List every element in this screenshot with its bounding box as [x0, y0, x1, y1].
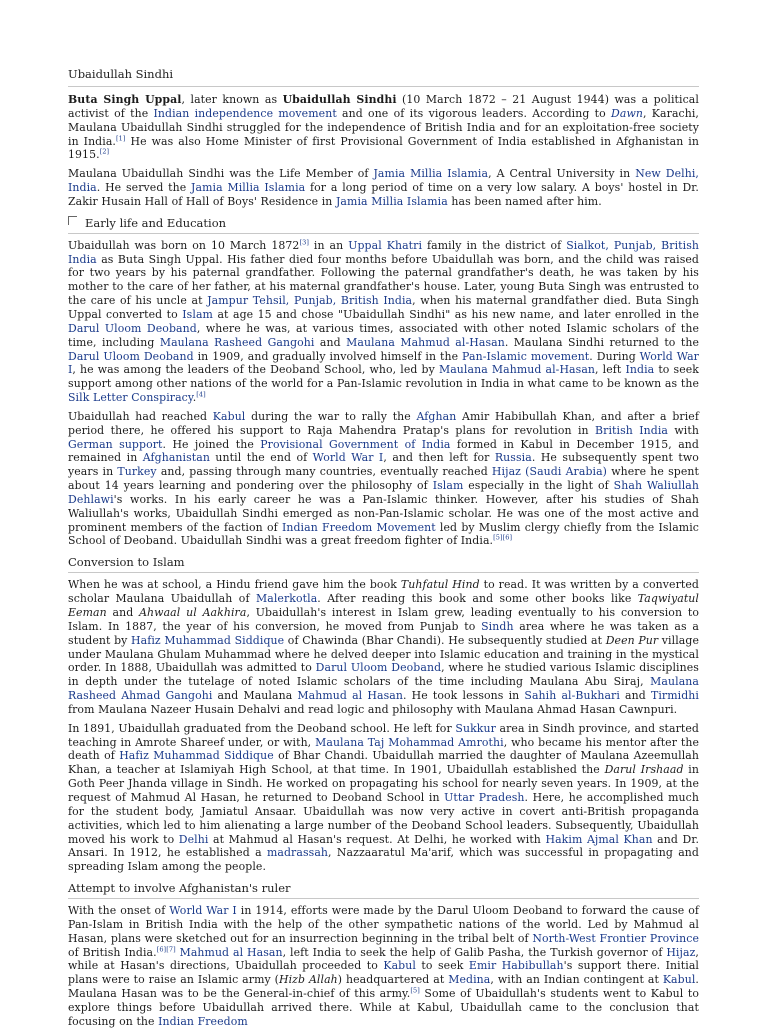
wiki-link[interactable]: Afghan	[416, 409, 457, 423]
wiki-link[interactable]: Jamia Millia Islamia	[373, 167, 489, 181]
wiki-link[interactable]: Islam	[432, 479, 464, 493]
text-run: , where he was, at various times, associated with other noted Islamic scholars of the time, including	[68, 321, 699, 349]
section-conversion	[68, 578, 699, 874]
checkbox-icon[interactable]	[68, 216, 77, 225]
wiki-link[interactable]: Kabul	[662, 973, 696, 987]
wiki-link[interactable]: Sialkot, Punjab, British India	[68, 238, 700, 266]
wiki-link[interactable]: India	[625, 363, 655, 377]
reference-link[interactable]: [2]	[99, 147, 110, 156]
text-run: and, passing through many countries, eventually reached	[156, 465, 492, 479]
wiki-link[interactable]: Jamia Millia Islamia	[191, 181, 306, 195]
text-run: led by Muslim clergy chiefly from the Islamic School of Deoband. Ubaidullah Sindhi was a great freedom fighter of India.	[68, 520, 699, 548]
wiki-link[interactable]: Mahmud al Hasan	[297, 689, 403, 703]
wiki-link[interactable]: Dawn	[611, 106, 644, 120]
wiki-link[interactable]: Emir Habibullah	[468, 959, 564, 973]
wiki-link[interactable]: New Delhi, India	[68, 167, 699, 195]
wiki-link[interactable]: Hafiz Muhammad Siddique	[131, 633, 285, 647]
reference-link[interactable]: [6][7]	[156, 944, 176, 953]
text-run: and Dr. Ansari. In 1912, he established a	[68, 832, 700, 860]
wiki-link[interactable]: Indian Freedom Movement	[281, 520, 436, 534]
text-run: , later known as	[181, 93, 283, 106]
text-run: area where he was taken as a student by	[68, 619, 699, 647]
text-run: until the end of	[210, 451, 313, 465]
text-run: . During	[589, 349, 640, 363]
text-run: as Buta Singh Uppal. His father died four months before Ubaidullah was born, and the child was raised for two years by his paternal grandfather. Following the paternal grandfather's death, he was taken by his mother to the care of her father, at his maternal grandfather's house. Later, young Buta Singh was entrusted to the care of his uncle at	[68, 252, 699, 308]
wiki-link[interactable]: Turkey	[117, 465, 157, 479]
text-run: , who became his mentor after the death of	[68, 735, 699, 763]
bold-text: Buta Singh Uppal	[68, 93, 182, 106]
wiki-link[interactable]: Darul Uloom Deoband	[315, 661, 442, 675]
wiki-link[interactable]: Malerkotla	[256, 592, 318, 606]
italic-text: Ahwaal ul Aakhira	[139, 606, 247, 619]
paragraph	[68, 239, 699, 405]
text-run: In 1891, Ubaidullah graduated from the Deoband school. He left for	[68, 721, 456, 735]
text-run: 's works. In his early career he was a Pan-Islamic thinker. However, after his studies of Shah Waliullah's works, Ubaidullah Sindhi emerged as non-Pan-Islamic scholar. He was one of the most active and prominent members of the faction of	[68, 492, 699, 534]
wiki-link[interactable]: World War I	[312, 451, 384, 465]
text-run: , where he studied various Islamic disciplines in depth under the tutelage of noted Islamic scholars of the time including Maulana Abu Siraj,	[68, 661, 699, 689]
text-run: When he was at school, a Hindu friend gave him the book	[68, 578, 401, 592]
text-run: and	[314, 335, 347, 349]
wiki-link[interactable]: Jampur Tehsil, Punjab, British India	[207, 294, 413, 308]
text-run: has been named after him.	[447, 194, 602, 208]
italic-text: Darul Irshaad	[604, 763, 684, 777]
wiki-link[interactable]: Shah Waliullah Dehlawi	[68, 479, 700, 506]
text-run: with	[668, 423, 699, 437]
wiki-link[interactable]: Provisional Government of India	[260, 437, 451, 451]
reference-link[interactable]: [3]	[299, 238, 309, 247]
text-run: Maulana Ubaidullah Sindhi was the Life Member of	[68, 167, 374, 181]
wiki-link[interactable]: Kabul	[212, 409, 246, 423]
section-heading-conversion: Conversion to Islam	[68, 554, 699, 573]
text-run: of British India.	[68, 945, 157, 959]
wiki-link[interactable]: Maulana Rasheed Gangohi	[159, 335, 315, 349]
article	[68, 66, 699, 1034]
wiki-link[interactable]: Silk Letter Conspiracy	[68, 391, 193, 405]
wiki-link[interactable]: Mahmud al Hasan	[179, 945, 283, 959]
text-run: , left	[595, 363, 626, 377]
wiki-link[interactable]: Pan-Islamic movement	[462, 349, 590, 363]
wiki-link[interactable]: World War I	[169, 904, 237, 918]
section-intro	[68, 93, 699, 209]
paragraph	[68, 167, 699, 209]
wiki-link[interactable]: Russia	[494, 451, 532, 465]
wiki-link[interactable]: Tirmidhi	[650, 689, 699, 703]
wiki-link[interactable]: Islam	[182, 307, 213, 321]
wiki-link[interactable]: Maulana Mahmud al-Hasan	[346, 335, 505, 349]
text-run: to read. It was written by a converted scholar Maulana Ubaidullah of	[68, 578, 699, 606]
text-run: to seek support among other nations of the world for a Pan-Islamic revolution in India in what came to be known as the	[68, 363, 699, 391]
wiki-link[interactable]: Darul Uloom Deoband	[68, 349, 194, 363]
reference-link[interactable]: [4]	[196, 390, 206, 399]
text-run: . He served the	[96, 181, 192, 195]
reference-link[interactable]: [1]	[116, 133, 126, 142]
paragraph	[68, 578, 699, 716]
text-run: at Mahmud al Hasan's request. At Delhi, he worked with	[208, 832, 546, 846]
text-run: village under Maulana Ghulam Muhammad where he delved deeper into Islamic education and training in the mystical order. In 1888, Ubaidullah was admitted to	[68, 633, 700, 675]
paragraph	[68, 410, 699, 548]
text-run: during the war to rally the	[245, 409, 417, 423]
text-run: in an	[308, 238, 349, 252]
text-run: Ubaidullah was born on 10 March 1872	[68, 238, 300, 252]
text-run: Amir Habibullah Khan, and after a brief period there, he offered his support to Raja Mahendra Pratap's plans for revolution in	[68, 409, 699, 437]
wiki-link[interactable]: Uttar Pradesh	[444, 790, 525, 804]
text-run: , left India to seek the help of Galib Pasha, the Turkish governor of	[282, 945, 667, 959]
text-run: , Ubaidullah's interest in Islam grew, leading eventually to his conversion to Islam. In 1887, the year of his conversion, he moved from Punjab to	[68, 606, 699, 633]
text-run: He was also Home Minister of first Provisional Government of India established in Afghanistan in 1915.	[68, 134, 699, 162]
text-run: where he spent about 14 years learning and pondering over the philosophy of	[68, 465, 699, 493]
paragraph	[68, 93, 699, 162]
text-run: in 1914, efforts were made by the Darul Uloom Deoband to forward the cause of Pan-Islam in British India with the help of the other sympathetic nations of the world. Led by Mahmud al Hasan, plans were sketched out for an insurrection beginning in the tribal belt of	[68, 904, 699, 945]
wiki-link[interactable]: Uppal Khatri	[348, 238, 423, 252]
wiki-link[interactable]: Delhi	[178, 832, 209, 846]
italic-text: Taqwiyatul Eeman	[68, 592, 699, 619]
wiki-link[interactable]: North-West Frontier Province	[532, 931, 699, 945]
text-run: (10 March 1872 – 21 August 1944) was a political activist of the	[68, 93, 699, 120]
text-run: . Maulana Hasan was to be the General-in-chief of this army.	[68, 973, 699, 1001]
paragraph	[68, 904, 699, 1029]
wiki-link[interactable]: Hijaz (Saudi Arabia)	[491, 465, 608, 479]
wiki-link[interactable]: Indian independence movement	[153, 106, 337, 120]
text-run: . He joined the	[162, 437, 261, 451]
text-run: and	[106, 606, 140, 619]
text-run: to seek	[415, 959, 469, 973]
text-run: , Karachi, Maulana Ubaidullah Sindhi struggled for the independence of British India and for an exploitation-free society in India.	[68, 106, 699, 148]
text-run: , with an Indian contingent at	[490, 973, 663, 987]
section-heading-early-life	[68, 215, 699, 234]
paragraph	[68, 722, 699, 874]
text-run: area in Sindh province, and started teaching in Amrote Shareef under, or with,	[68, 721, 699, 749]
text-run: family in the district of	[422, 238, 567, 252]
wiki-link[interactable]: Sukkur	[455, 721, 496, 735]
wiki-link[interactable]: British India	[595, 423, 669, 437]
text-run: from Maulana Nazeer Husain Dehalvi and read logic and philosophy with Maulana Ahmad Hasan Cawnpuri.	[68, 702, 678, 716]
text-run: With the onset of	[68, 904, 170, 918]
text-run: formed in Kabul in December 1915, and remained in	[68, 437, 699, 465]
italic-text: Deen Pur	[605, 633, 659, 647]
text-run: of Bhar Chandi. Ubaidullah married the daughter of Maulana Azeemullah Khan, a teacher at Islamiyah High School, at that time. In 1901, Ubaidullah established the	[68, 749, 699, 777]
wiki-link[interactable]: Kabul	[383, 959, 416, 973]
text-run: . Here, he accomplished much for the student body, Jamiatul Ansaar. Ubaidullah was now very active in covert anti-British propaganda activities, which led to him alienating a large number of the Deoband School leaders. Subsequently, Ubaidullah moved his work to	[68, 790, 699, 846]
text-run: 's support there. Initial plans were to raise an Islamic army (	[68, 959, 699, 987]
text-run: , A Central University in	[488, 167, 636, 181]
text-run: in Goth Peer Jhanda village in Sindh. He worked on propagating his school for nearly seven years. In 1909, at the request of Mahmud Al Hasan, he returned to Deoband School in	[68, 763, 700, 804]
text-run: . He subsequently spent two years in	[68, 451, 699, 479]
bold-text: Ubaidullah Sindhi	[282, 93, 397, 106]
text-run: . After reading this book and some other books like	[317, 592, 638, 606]
reference-link[interactable]: [5]	[410, 986, 420, 995]
text-run: and	[619, 689, 651, 703]
wiki-link[interactable]: Afghanistan	[142, 451, 210, 465]
wiki-link[interactable]: Hijaz	[666, 945, 696, 959]
wiki-link[interactable]: Maulana Taj Mohammad Amrothi	[315, 735, 504, 749]
italic-text: Hizb Allah	[278, 973, 338, 987]
wiki-link[interactable]: German support	[68, 437, 163, 451]
section-afghanistan	[68, 904, 699, 1029]
text-run: . He took lessons in	[402, 689, 525, 703]
wiki-link[interactable]: Maulana Rasheed Ahmad Gangohi	[68, 675, 699, 703]
text-run: , he was among the leaders of the Deoband School, who, led by	[72, 363, 439, 377]
text-run: . Maulana Sindhi returned to the	[504, 335, 699, 349]
wiki-link[interactable]: Jamia Millia Islamia	[335, 194, 448, 208]
wiki-link[interactable]: Sindh	[481, 619, 514, 633]
text-run: especially in the light of	[463, 479, 614, 493]
wiki-link[interactable]: Hafiz Muhammad Siddique	[119, 749, 274, 763]
text-run: ) headquartered at	[337, 973, 449, 987]
wiki-link[interactable]: Medina	[448, 973, 491, 987]
text-run: Ubaidullah had reached	[68, 409, 213, 423]
wiki-link[interactable]: Indian Freedom	[158, 1014, 248, 1028]
section-early-life	[68, 239, 699, 549]
wiki-link[interactable]: Darul Uloom Deoband	[68, 321, 197, 335]
wiki-link[interactable]: madrassah	[266, 846, 329, 860]
text-run: , when his maternal grandfather died. Buta Singh Uppal converted to	[68, 294, 700, 321]
section-heading-afghanistan: Attempt to involve Afghanistan's ruler	[68, 880, 699, 899]
text-run: , while at Hasan's directions, Ubaidullah proceeded to	[68, 945, 699, 973]
reference-link[interactable]: [5][6]	[493, 533, 513, 542]
text-run: Some of Ubaidullah's students went to Kabul to explore things before Ubaidullah arrived there. While at Kabul, Ubaidullah came to the conclusion that focusing on the	[68, 987, 700, 1028]
text-run: , and then left for	[383, 451, 495, 465]
text-run: for a long period of time on a very low salary. A boys' hostel in Dr. Zakir Husain Hall of Hall of Boys' Residence in	[68, 181, 699, 208]
text-run: .	[192, 391, 197, 405]
wiki-link[interactable]: Sahih al-Bukhari	[524, 689, 620, 703]
text-run: and one of its vigorous leaders. According to	[336, 106, 612, 120]
text-run: and Maulana	[212, 689, 298, 703]
text-run: in 1909, and gradually involved himself in the	[193, 349, 463, 363]
section-heading-label: Early life and Education	[85, 215, 227, 230]
italic-text: Tuhfatul Hind	[400, 578, 480, 592]
text-run: of Chawinda (Bhar Chandi). He subsequently studied at	[284, 633, 606, 647]
page-title: Ubaidullah Sindhi	[68, 66, 699, 87]
wiki-link[interactable]: Hakim Ajmal Khan	[545, 832, 653, 846]
text-run: , Nazzaaratul Ma'arif, which was successful in propagating and spreading Islam among the people.	[68, 846, 699, 874]
wiki-link[interactable]: World War I	[68, 349, 699, 377]
text-run: at age 15 and chose "Ubaidullah Sindhi" as his new name, and later enrolled in the	[212, 307, 699, 321]
wiki-link[interactable]: Maulana Mahmud al-Hasan	[438, 363, 596, 377]
